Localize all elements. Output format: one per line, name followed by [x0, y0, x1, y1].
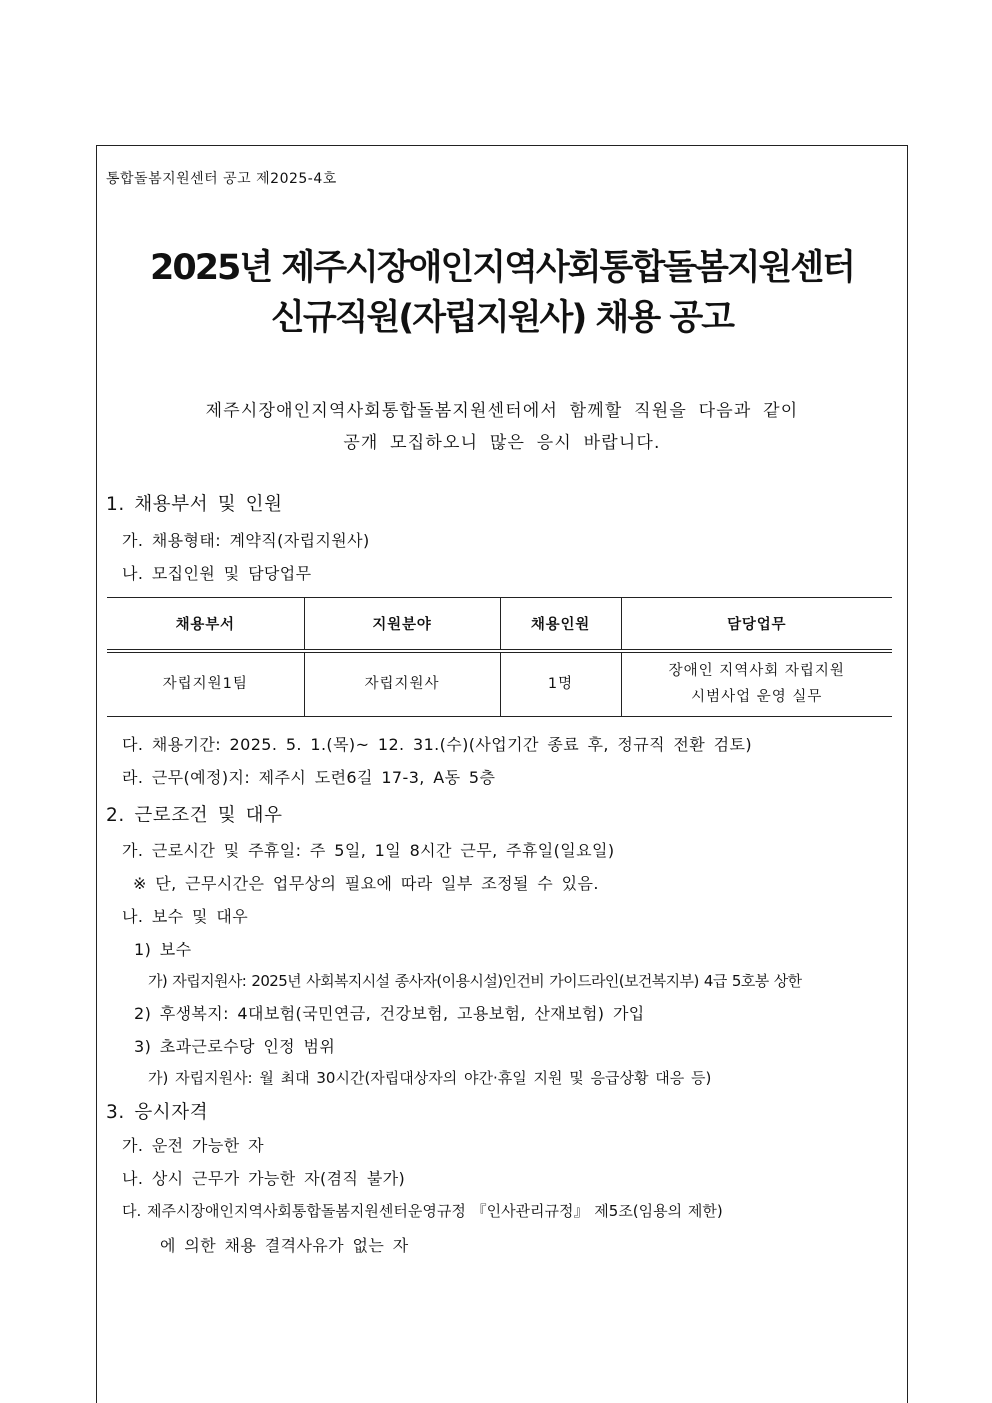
table-cell-dept: 자립지원1팀 [162, 676, 248, 693]
recruitment-table [107, 597, 892, 717]
table-header-duty: 담당업무 [621, 598, 892, 651]
section1-item-a: 가. 채용형태: 계약직(자립지원사) [122, 531, 370, 550]
section2-sub3-a: 가) 자립지원사: 월 최대 30시간(자립대상자의 야간·휴일 지원 및 응급상황 대응 등) [148, 1069, 712, 1087]
table-header-row [107, 598, 892, 651]
table-cell-field: 자립지원사 [304, 651, 500, 717]
section3-heading: 3. 응시자격 [106, 1102, 209, 1123]
table-cell-duty-line1: 장애인 지역사회 자립지원 [668, 663, 845, 680]
section2-sub1-a: 가) 자립지원사: 2025년 사회복지시설 종사자(이용시설)인건비 가이드라인(보건복지부) 4급 5호봉 상한 [148, 972, 802, 990]
table-header-count: 채용인원 [500, 598, 621, 651]
section1-heading: 1. 채용부서 및 인원 [106, 494, 283, 515]
notice-number: 통합돌봄지원센터 공고 제2025-4호 [106, 171, 337, 187]
table-cell-count: 1명 [500, 651, 621, 717]
section2-item-a: 가. 근로시간 및 주휴일: 주 5일, 1일 8시간 근무, 주휴일(일요일) [122, 841, 615, 860]
table-cell-duty [621, 651, 892, 717]
table-row [107, 651, 892, 717]
table-header-field: 지원분야 [304, 598, 500, 651]
section3-item-a: 가. 운전 가능한 자 [122, 1136, 264, 1155]
page-title-line1: 2025년 제주시장애인지역사회통합돌봄지원센터 [150, 248, 854, 288]
section1-item-b: 나. 모집인원 및 담당업무 [122, 564, 312, 583]
section2-sub2: 2) 후생복지: 4대보험(국민연금, 건강보험, 고용보험, 산재보험) 가입 [134, 1004, 645, 1023]
section2-sub3: 3) 초과근로수당 인정 범위 [134, 1037, 336, 1056]
section2-item-b: 나. 보수 및 대우 [122, 907, 249, 926]
intro-line1: 제주시장애인지역사회통합돌봄지원센터에서 함께할 직원을 다음과 같이 [205, 401, 799, 421]
section1-item-d: 라. 근무(예정)지: 제주시 도련6길 17-3, A동 5층 [122, 768, 496, 787]
table-cell-duty-line2: 시범사업 운영 실무 [691, 689, 823, 706]
section2-heading: 2. 근로조건 및 대우 [106, 805, 283, 826]
section1-item-c: 다. 채용기간: 2025. 5. 1.(목)~ 12. 31.(수)(사업기간 종료 후, 정규직 전환 검토) [122, 735, 752, 754]
page-title-line2: 신규직원(자립지원사) 채용 공고 [271, 298, 733, 338]
section3-item-b: 나. 상시 근무가 가능한 자(겸직 불가) [122, 1169, 406, 1188]
intro-line2: 공개 모집하오니 많은 응시 바랍니다. [343, 433, 661, 453]
section3-item-c-line1: 다. 제주시장애인지역사회통합돌봄지원센터운영규정 『인사관리규정』 제5조(임용의 제한) [122, 1202, 723, 1220]
table-header-dept: 채용부서 [107, 598, 304, 651]
section3-item-c-line2: 에 의한 채용 결격사유가 없는 자 [160, 1236, 409, 1255]
section2-note: ※ 단, 근무시간은 업무상의 필요에 따라 일부 조정될 수 있음. [133, 874, 599, 893]
section2-sub1: 1) 보수 [134, 940, 192, 959]
